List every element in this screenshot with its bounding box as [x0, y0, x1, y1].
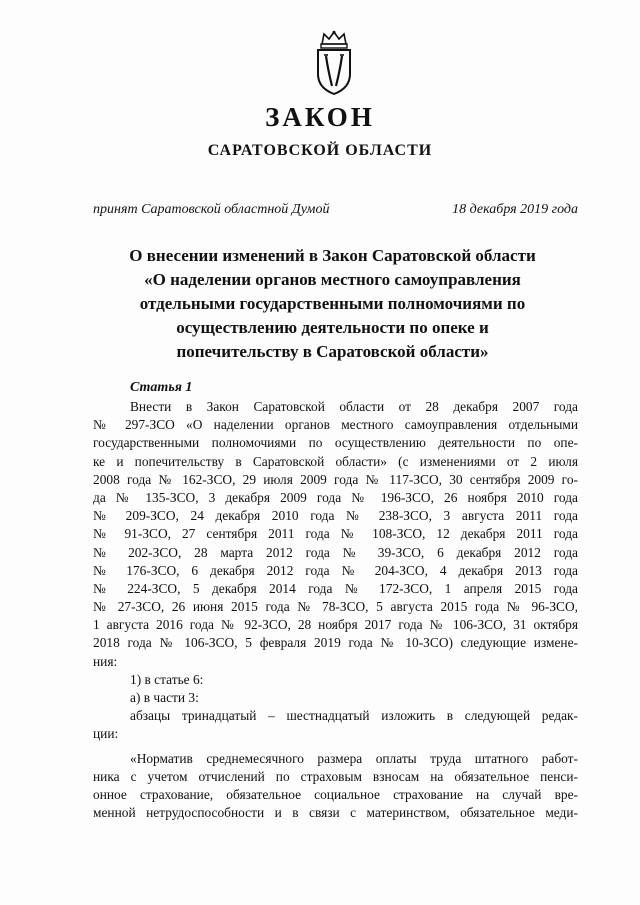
body-line: ния: — [93, 653, 118, 669]
body-line: № 202-ЗСО, 28 марта 2012 года № 39-ЗСО, 6 декабря 2012 года — [93, 544, 578, 560]
body-line: 2008 года № 162-ЗСО, 29 июля 2009 года № 117-ЗСО, 30 сентября 2009 го- — [93, 471, 578, 487]
adoption-line — [93, 202, 578, 218]
body-line: № 176-ЗСО, 6 декабря 2012 года № 204-ЗСО, 4 декабря 2013 года — [93, 562, 578, 578]
body-line: 2018 года № 106-ЗСО, 5 февраля 2019 года № 10-ЗСО) следующие измене- — [93, 635, 578, 651]
body-line: № 91-ЗСО, 27 сентября 2011 года № 108-ЗСО, 12 декабря 2011 года — [93, 526, 578, 542]
body-line: государственными полномочиями по осуществлению деятельности по опе- — [93, 435, 578, 451]
heading-line: О внесении изменений в Закон Саратовской области — [129, 246, 536, 265]
quote-line: ника с учетом отчислений по страховым взносам на обязательное пенси- — [93, 768, 578, 784]
body-line: 1 августа 2016 года № 92-ЗСО, 28 ноября 2017 года № 106-ЗСО, 31 октября — [93, 617, 578, 633]
adopted-date: 18 декабря 2019 года — [452, 202, 578, 217]
saratov-coat-of-arms-icon — [312, 30, 356, 96]
body-line: № 27-ЗСО, 26 июня 2015 года № 78-ЗСО, 5 августа 2015 года № 96-ЗСО, — [93, 599, 578, 615]
body-line: № 224-ЗСО, 5 декабря 2014 года № 172-ЗСО, 1 апреля 2015 года — [93, 580, 578, 596]
body-line: ке и попечительству в Саратовской области» (с изменениями от 2 июля — [93, 453, 578, 469]
body-line: ции: — [93, 726, 119, 742]
body-line: № 297-ЗСО «О наделении органов местного самоуправления отдельными — [93, 417, 578, 433]
body-line: да № 135-ЗСО, 3 декабря 2009 года № 196-ЗСО, 26 ноября 2010 года — [93, 489, 578, 505]
body-line: Внести в Закон Саратовской области от 28 декабря 2007 года — [130, 399, 578, 414]
quote-line: «Норматив среднемесячного размера оплаты труда штатного работ- — [130, 750, 578, 766]
article-body — [93, 398, 578, 822]
document-heading — [70, 244, 595, 364]
region-title: САРАТОВСКОЙ ОБЛАСТИ — [207, 142, 433, 159]
body-line: абзацы тринадцатый – шестнадцатый изложить в следующей редак- — [130, 708, 578, 724]
heading-line: попечительству в Саратовской области» — [176, 342, 489, 361]
list-item-1: 1) в статье 6: — [130, 671, 204, 687]
adopted-by: принят Саратовской областной Думой — [93, 202, 330, 217]
body-line: № 209-ЗСО, 24 декабря 2010 года № 238-ЗСО, 3 августа 2011 года — [93, 508, 578, 524]
quote-line: онное страхование, обязательное социальное страхование на случай вре- — [93, 786, 578, 802]
law-title: ЗАКОН — [265, 102, 375, 132]
heading-line: «О наделении органов местного самоуправления — [144, 270, 521, 289]
list-item-a: а) в части 3: — [130, 690, 199, 705]
heading-line: отдельными государственными полномочиями по — [139, 294, 526, 313]
heading-line: осуществлению деятельности по опеке и — [176, 318, 489, 337]
quote-line: менной нетрудоспособности и в связи с материнством, обязательное меди- — [93, 805, 578, 821]
article-label: Статья 1 — [130, 380, 193, 395]
